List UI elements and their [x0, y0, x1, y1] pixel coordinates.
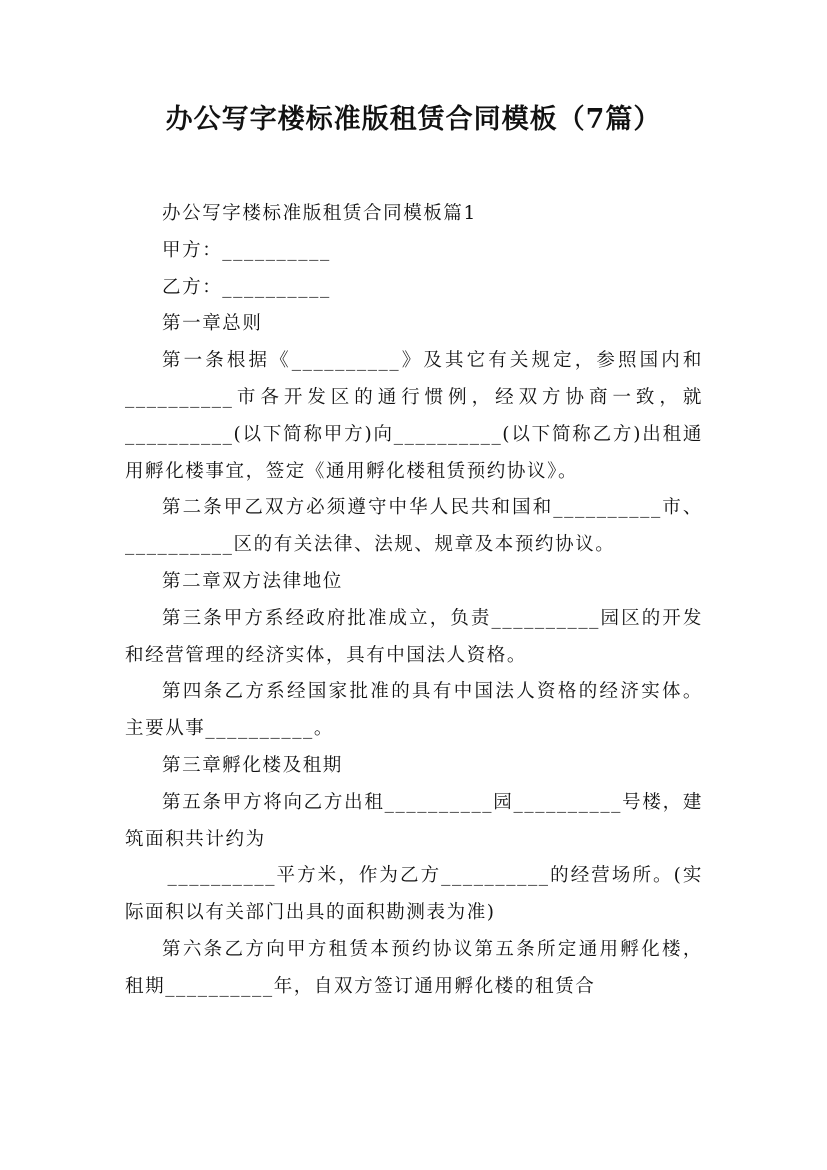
- section-heading: 办公写字楼标准版租赁合同模板篇1: [162, 203, 477, 224]
- chapter-heading: 第二章双方法律地位: [162, 570, 343, 592]
- article-paragraph: 第三条甲方系经政府批准成立，负责__________园区的开发和经营管理的经济实体，具有中国法人资格。: [125, 607, 703, 666]
- article-paragraph: 第一条根据《__________》及其它有关规定，参照国内和__________市各开发区的通行惯例，经双方协商一致，就__________(以下简称甲方)向__________(以下简称乙方)出租通用孵化楼事宜，签定《通用孵化楼租赁预约协议》。: [125, 350, 703, 482]
- article-paragraph: 第二条甲乙双方必须遵守中华人民共和国和__________市、__________区的有关法律、法规、规章及本预约协议。: [125, 497, 703, 556]
- article-paragraph: 第四条乙方系经国家批准的具有中国法人资格的经济实体。主要从事__________。: [125, 681, 703, 740]
- article-paragraph: __________平方米，作为乙方__________的经营场所。(实际面积以有关部门出具的面积勘测表为准): [125, 865, 703, 924]
- chapter-heading: 第一章总则: [162, 313, 263, 335]
- document-title: 办公写字楼标准版租赁合同模板（7篇）: [165, 104, 662, 135]
- article-paragraph: 第五条甲方将向乙方出租__________园__________号楼，建筑面积共计约为: [125, 791, 703, 850]
- chapter-heading: 第三章孵化楼及租期: [162, 754, 343, 776]
- party-b-line: 乙方：__________: [162, 276, 331, 298]
- document-body: [125, 196, 703, 1006]
- party-a-line: 甲方：__________: [162, 239, 331, 261]
- article-paragraph: 第六条乙方向甲方租赁本预约协议第五条所定通用孵化楼，租期__________年，自双方签订通用孵化楼的租赁合: [125, 938, 703, 997]
